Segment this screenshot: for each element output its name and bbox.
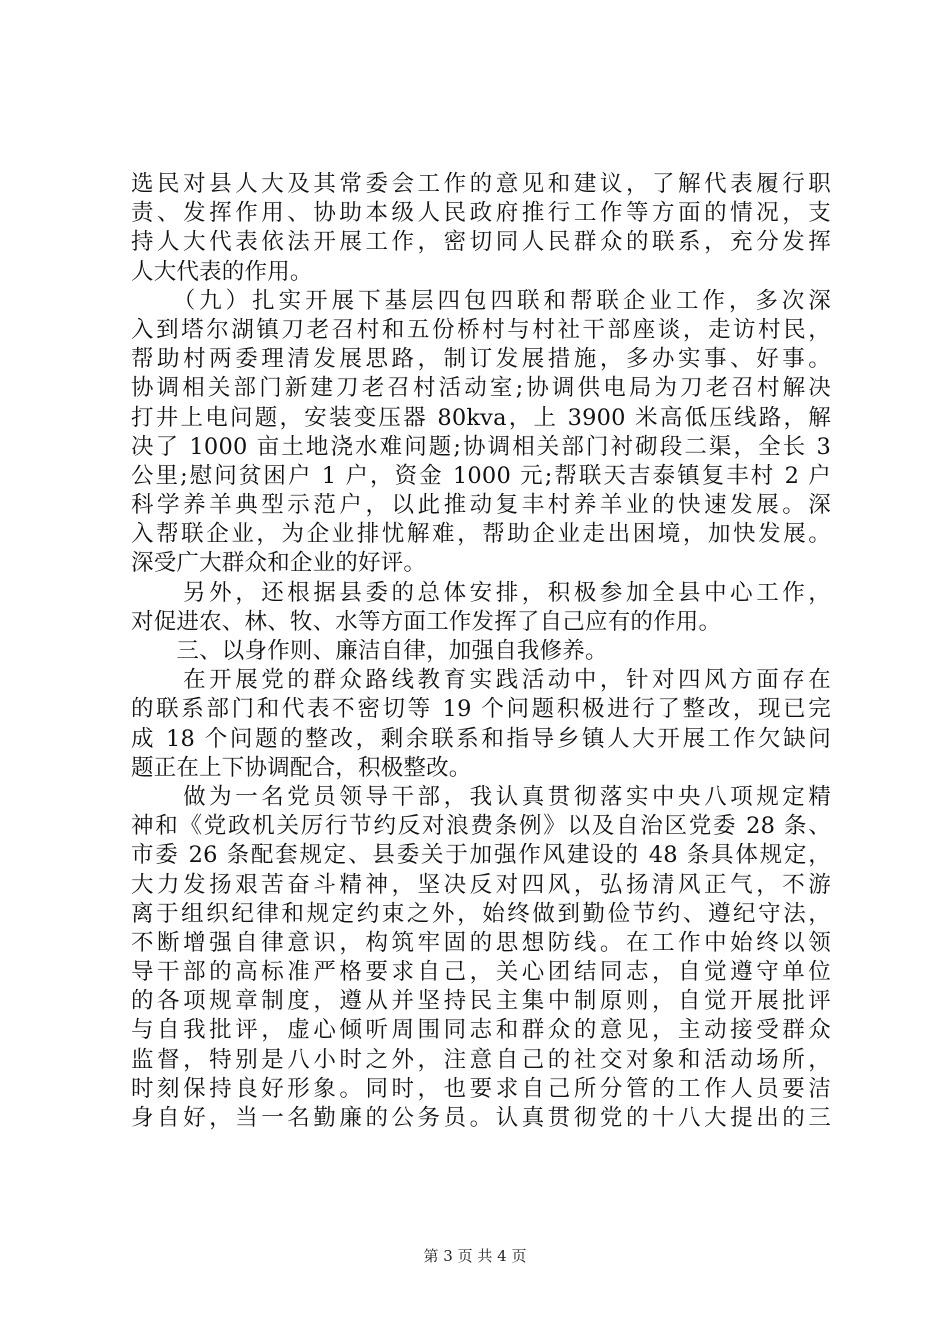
text-line: 公里;慰问贫困户 1 户，资金 1000 元;帮联天吉泰镇复丰村 2 户 xyxy=(131,462,831,489)
text-line: 的各项规章制度，遵从并坚持民主集中制原则，自觉开展批评 xyxy=(131,988,831,1015)
text-line: （九）扎实开展下基层四包四联和帮联企业工作，多次深 xyxy=(131,287,831,314)
text-line: 在开展党的群众路线教育实践活动中，针对四风方面存在 xyxy=(131,667,831,694)
text-line: 时刻保持良好形象。同时，也要求自己所分管的工作人员要洁 xyxy=(131,1075,831,1102)
text-line: 大力发扬艰苦奋斗精神，坚决反对四风，弘扬清风正气，不游 xyxy=(131,871,831,898)
text-line: 另外，还根据县委的总体安排，积极参加全县中心工作， xyxy=(131,579,831,606)
text-line: 的联系部门和代表不密切等 19 个问题积极进行了整改，现已完 xyxy=(131,696,831,723)
text-line: 不断增强自律意识，构筑牢固的思想防线。在工作中始终以领 xyxy=(131,929,831,956)
text-line: 神和《党政机关厉行节约反对浪费条例》以及自治区党委 28 条、 xyxy=(131,813,831,840)
text-line: 入帮联企业，为企业排忧解难，帮助企业走出困境，加快发展。 xyxy=(131,521,831,548)
text-line: 人大代表的作用。 xyxy=(131,258,313,285)
text-line: 决了 1000 亩土地浇水难问题;协调相关部门衬砌段二渠，全长 3 xyxy=(131,433,831,460)
text-line: 深受广大群众和企业的好评。 xyxy=(131,550,427,577)
text-line: 持人大代表依法开展工作，密切同人民群众的联系，充分发挥 xyxy=(131,229,831,256)
text-line: 与自我批评，虚心倾听周围同志和群众的意见，主动接受群众 xyxy=(131,1017,831,1044)
text-line: 题正在上下协调配合，积极整改。 xyxy=(131,754,472,781)
text-line: 打井上电问题，安装变压器 80kva，上 3900 米高低压线路，解 xyxy=(131,404,831,431)
text-line: 监督，特别是八小时之外，注意自己的社交对象和活动场所， xyxy=(131,1046,831,1073)
text-line: 身自好，当一名勤廉的公务员。认真贯彻党的十八大提出的三 xyxy=(131,1105,831,1131)
text-line: 帮助村两委理清发展思路，制订发展措施，多办实事、好事。 xyxy=(131,346,831,373)
text-line: 市委 26 条配套规定、县委关于加强作风建设的 48 条具体规定， xyxy=(131,842,831,869)
text-line: 责、发挥作用、协助本级人民政府推行工作等方面的情况，支 xyxy=(131,200,831,227)
text-line: 入到塔尔湖镇刀老召村和五份桥村与村社干部座谈，走访村民， xyxy=(131,316,831,343)
text-line: 成 18 个问题的整改，剩余联系和指导乡镇人大开展工作欠缺问 xyxy=(131,725,831,752)
document-body xyxy=(131,170,831,1133)
text-line: 做为一名党员领导干部，我认真贯彻落实中央八项规定精 xyxy=(131,783,831,810)
text-line: 离于组织纪律和规定约束之外，始终做到勤俭节约、遵纪守法， xyxy=(131,900,831,927)
text-line: 三、以身作则、廉洁自律，加强自我修养。 xyxy=(131,638,608,664)
text-line: 导干部的高标准严格要求自己，关心团结同志，自觉遵守单位 xyxy=(131,959,831,986)
page-footer: 第 3 页 共 4 页 xyxy=(423,1247,527,1265)
text-line: 对促进农、林、牧、水等方面工作发挥了自己应有的作用。 xyxy=(131,608,722,635)
text-line: 选民对县人大及其常委会工作的意见和建议，了解代表履行职 xyxy=(131,171,831,197)
text-line: 协调相关部门新建刀老召村活动室;协调供电局为刀老召村解决 xyxy=(131,375,831,402)
text-line: 科学养羊典型示范户，以此推动复丰村养羊业的快速发展。深 xyxy=(131,492,831,519)
